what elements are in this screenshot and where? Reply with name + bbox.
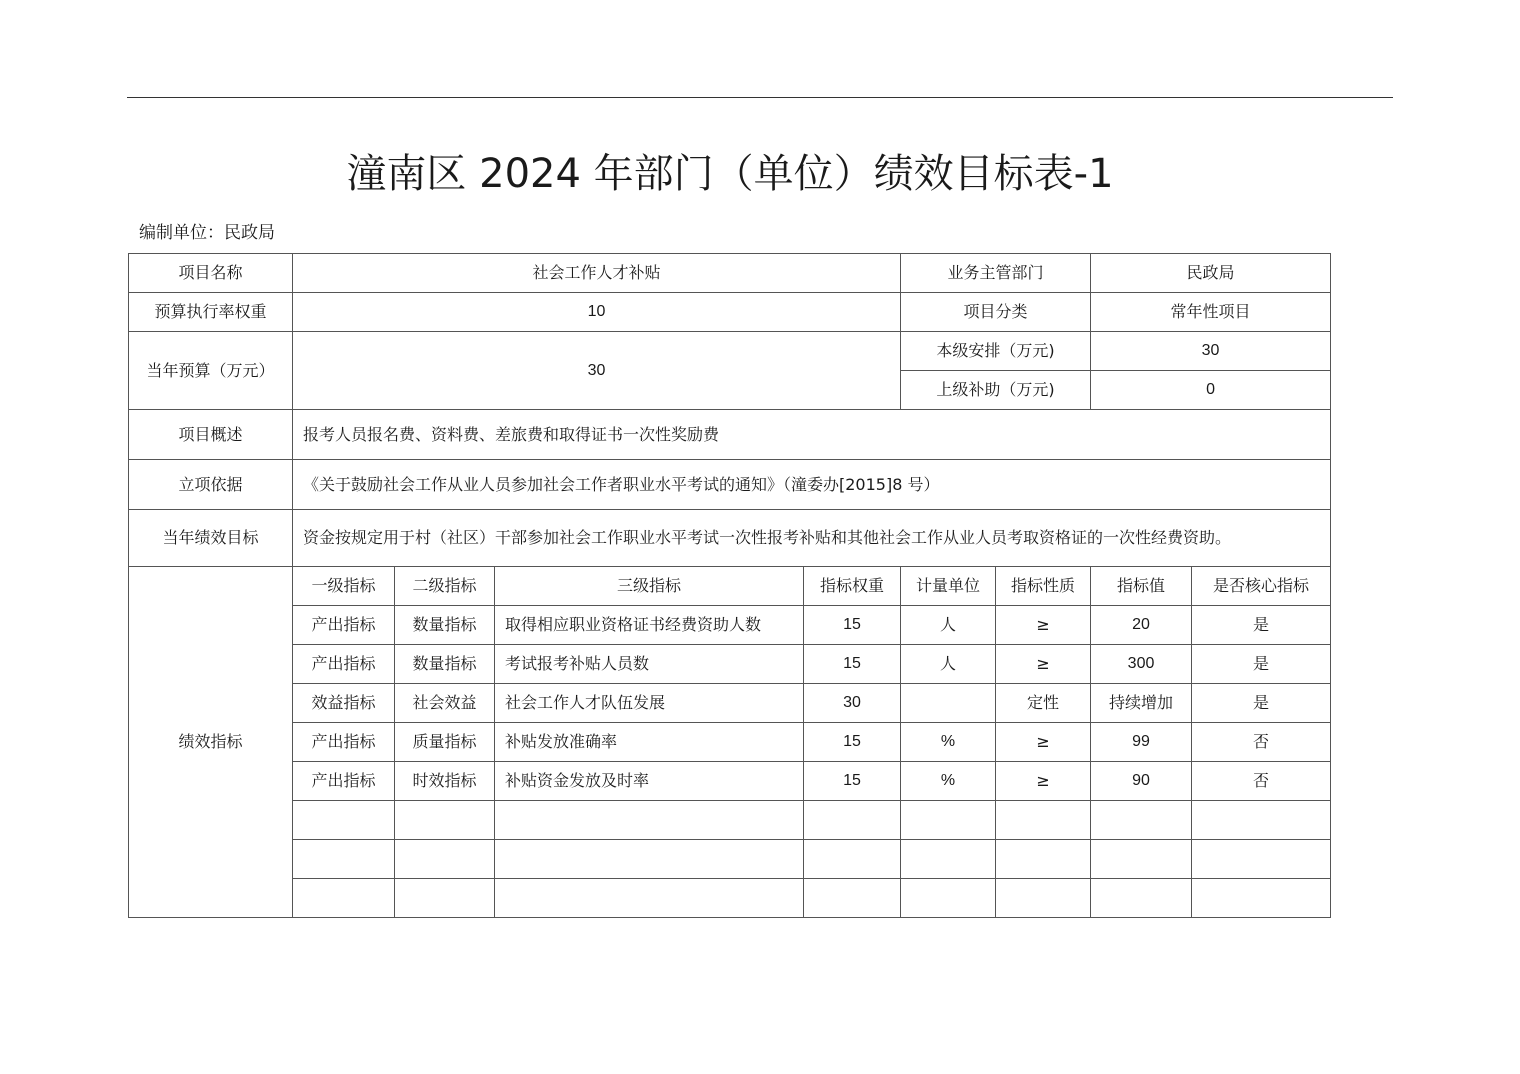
category-value: 常年性项目 [1091,293,1331,332]
org-label: 编制单位：民政局 [139,223,275,243]
header-core: 是否核心指标 [1192,567,1331,606]
core-cell: 是 [1192,645,1331,684]
header-level2: 二级指标 [395,567,495,606]
nature-cell: ≥ [996,762,1091,801]
empty-cell [495,801,804,840]
row-project-name [129,254,1331,293]
value-cell: 300 [1091,645,1192,684]
empty-cell [1091,840,1192,879]
empty-cell [1091,801,1192,840]
empty-cell [804,801,901,840]
header-nature: 指标性质 [996,567,1091,606]
empty-cell [395,801,495,840]
core-cell: 是 [1192,606,1331,645]
local-value: 30 [1091,332,1331,371]
empty-cell [293,879,395,918]
empty-cell [996,840,1091,879]
indicator-row [129,684,1331,723]
empty-cell [804,840,901,879]
unit-cell: % [901,762,996,801]
upper-value: 0 [1091,371,1331,410]
level2-cell: 质量指标 [395,723,495,762]
indicator-row [129,606,1331,645]
level3-cell: 补贴发放准确率 [495,723,804,762]
budget-label: 当年预算（万元） [129,332,293,410]
level3-cell: 社会工作人才队伍发展 [495,684,804,723]
value-cell: 90 [1091,762,1192,801]
weight-cell: 15 [804,606,901,645]
header-level1: 一级指标 [293,567,395,606]
row-summary [129,410,1331,460]
level1-cell: 产出指标 [293,606,395,645]
level3-cell: 取得相应职业资格证书经费资助人数 [495,606,804,645]
header-rule [127,97,1393,98]
nature-cell: ≥ [996,606,1091,645]
level1-cell: 产出指标 [293,645,395,684]
unit-cell: % [901,723,996,762]
level1-cell: 产出指标 [293,723,395,762]
upper-label: 上级补助（万元) [901,371,1091,410]
empty-cell [1192,879,1331,918]
indicator-row-empty [129,879,1331,918]
weight-cell: 15 [804,645,901,684]
empty-cell [1192,801,1331,840]
row-basis [129,460,1331,510]
empty-cell [901,801,996,840]
level3-cell: 考试报考补贴人员数 [495,645,804,684]
core-cell: 否 [1192,762,1331,801]
weight-value: 10 [293,293,901,332]
budget-value: 30 [293,332,901,410]
level2-cell: 数量指标 [395,645,495,684]
empty-cell [293,801,395,840]
weight-cell: 15 [804,723,901,762]
empty-cell [804,879,901,918]
indicators-section-label: 绩效指标 [129,567,293,918]
category-label: 项目分类 [901,293,1091,332]
core-cell: 否 [1192,723,1331,762]
weight-label: 预算执行率权重 [129,293,293,332]
indicator-header-row [129,567,1331,606]
performance-table [128,253,1331,918]
basis-value: 《关于鼓励社会工作从业人员参加社会工作者职业水平考试的通知》（潼委办[2015]8 号） [293,460,1331,510]
header-weight: 指标权重 [804,567,901,606]
header-value: 指标值 [1091,567,1192,606]
empty-cell [395,879,495,918]
indicator-row [129,762,1331,801]
level2-cell: 社会效益 [395,684,495,723]
indicator-row [129,723,1331,762]
header-unit: 计量单位 [901,567,996,606]
summary-value: 报考人员报名费、资料费、差旅费和取得证书一次性奖励费 [293,410,1331,460]
empty-cell [901,879,996,918]
weight-cell: 15 [804,762,901,801]
project-name-label: 项目名称 [129,254,293,293]
nature-cell: 定性 [996,684,1091,723]
project-name-value: 社会工作人才补贴 [293,254,901,293]
indicator-row-empty [129,801,1331,840]
summary-label: 项目概述 [129,410,293,460]
empty-cell [996,801,1091,840]
level2-cell: 数量指标 [395,606,495,645]
empty-cell [293,840,395,879]
level1-cell: 产出指标 [293,762,395,801]
empty-cell [901,840,996,879]
unit-cell [901,684,996,723]
page-title: 潼南区 2024 年部门（单位）绩效目标表-1 [346,151,1114,197]
level1-cell: 效益指标 [293,684,395,723]
level3-cell: 补贴资金发放及时率 [495,762,804,801]
dept-value: 民政局 [1091,254,1331,293]
unit-cell: 人 [901,606,996,645]
value-cell: 20 [1091,606,1192,645]
value-cell: 99 [1091,723,1192,762]
empty-cell [495,840,804,879]
core-cell: 是 [1192,684,1331,723]
basis-label: 立项依据 [129,460,293,510]
row-goal [129,510,1331,567]
indicator-row-empty [129,840,1331,879]
nature-cell: ≥ [996,645,1091,684]
unit-cell: 人 [901,645,996,684]
goal-label: 当年绩效目标 [129,510,293,567]
empty-cell [1091,879,1192,918]
dept-label: 业务主管部门 [901,254,1091,293]
indicator-row [129,645,1331,684]
nature-cell: ≥ [996,723,1091,762]
empty-cell [996,879,1091,918]
empty-cell [1192,840,1331,879]
weight-cell: 30 [804,684,901,723]
empty-cell [495,879,804,918]
goal-value: 资金按规定用于村（社区）干部参加社会工作职业水平考试一次性报考补贴和其他社会工作从业人员考取资格证的一次性经费资助。 [293,510,1331,567]
local-label: 本级安排（万元) [901,332,1091,371]
row-budget-local [129,332,1331,371]
empty-cell [395,840,495,879]
header-level3: 三级指标 [495,567,804,606]
value-cell: 持续增加 [1091,684,1192,723]
level2-cell: 时效指标 [395,762,495,801]
row-weight [129,293,1331,332]
